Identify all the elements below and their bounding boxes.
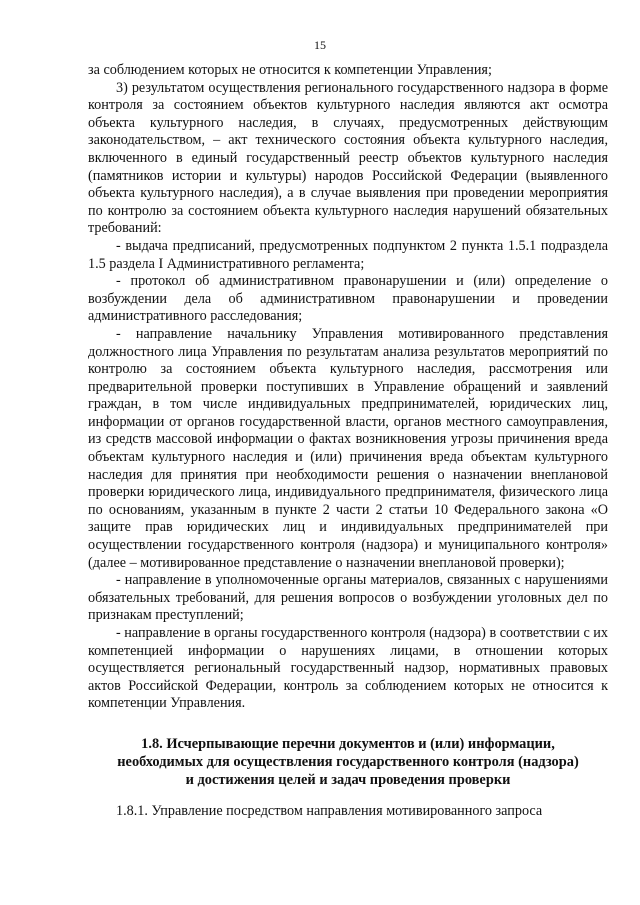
- list-item-issue-orders: - выдача предписаний, предусмотренных подпунктом 2 пункта 1.5.1 подраздела 1.5 раздела I Административного регламента;: [88, 237, 608, 272]
- paragraph-continuation: за соблюдением которых не относится к компетенции Управления;: [88, 62, 492, 78]
- list-item-motivated-representation: - направление начальнику Управления мотивированного представления должностного лица Управления по результатам анализа результатов мероприятий по контролю за состоянием объекта культурного наследия, рассмотрения или предварительной проверки поступивших в Управление обращений и заявлений граждан, в том числе индивидуальных предпринимателей, юридических лиц, информации от органов государственной власти, органов местного самоуправления, из средств массовой информации о фактах возникновения угрозы причинения вреда объектам культурного наследия и (или) причинения вреда объектам культурного наследия для принятия при необходимости решения о назначении внеплановой проверки юридического лица, индивидуального предпринимателя, физического лица по основаниям, указанным в пункте 2 части 2 статьи 10 Федерального закона «О защите прав юридических лиц и индивидуальных предпринимателей при осуществлении государственного контроля (надзора) и муниципального контроля» (далее – мотивированное представление о назначении внеплановой проверки);: [88, 325, 608, 571]
- list-item-protocol: - протокол об административном правонарушении и (или) определение о возбуждении дела об административном правонарушении и проведении административного расследования;: [88, 273, 608, 325]
- paragraph-1-8-1: 1.8.1. Управление посредством направления мотивированного запроса: [116, 802, 543, 819]
- page-number: 15: [314, 38, 326, 52]
- section-heading: [88, 735, 608, 789]
- section-heading-line-2: необходимых для осуществления государственного контроля (надзора): [117, 753, 579, 770]
- section-heading-line-3: и достижения целей и задач проведения проверки: [185, 771, 511, 788]
- list-item-control-bodies: - направление в органы государственного контроля (надзора) в соответствии с их компетенцией информации о нарушениях лицами, в отношении которых осуществляется региональный государственный надзор, нормативных правовых актов Российской Федерации, контроль за соблюдением которых не относится к компетенции Управления.: [88, 625, 608, 712]
- list-item-criminal-materials: - направление в уполномоченные органы материалов, связанных с нарушениями обязательных требований, для решения вопросов о возбуждении уголовных дел по признакам преступлений;: [88, 572, 608, 624]
- section-heading-line-1: 1.8. Исчерпывающие перечни документов и (или) информации,: [141, 735, 555, 752]
- document-body: [88, 62, 608, 821]
- paragraph-result-item-3: 3) результатом осуществления регионального государственного надзора в форме контроля за состоянием объектов культурного наследия являются акт осмотра объекта культурного наследия, в случаях, предусмотренных действующим законодательством, – акт технического состояния объекта культурного наследия, включенного в единый государственный реестр объектов культурного наследия (памятников истории и культуры) народов Российской Федерации (выявленного объекта культурного наследия), а в случае выявления при проведении мероприятия по контролю за состоянием объекта культурного наследия нарушений обязательных требований:: [88, 79, 608, 237]
